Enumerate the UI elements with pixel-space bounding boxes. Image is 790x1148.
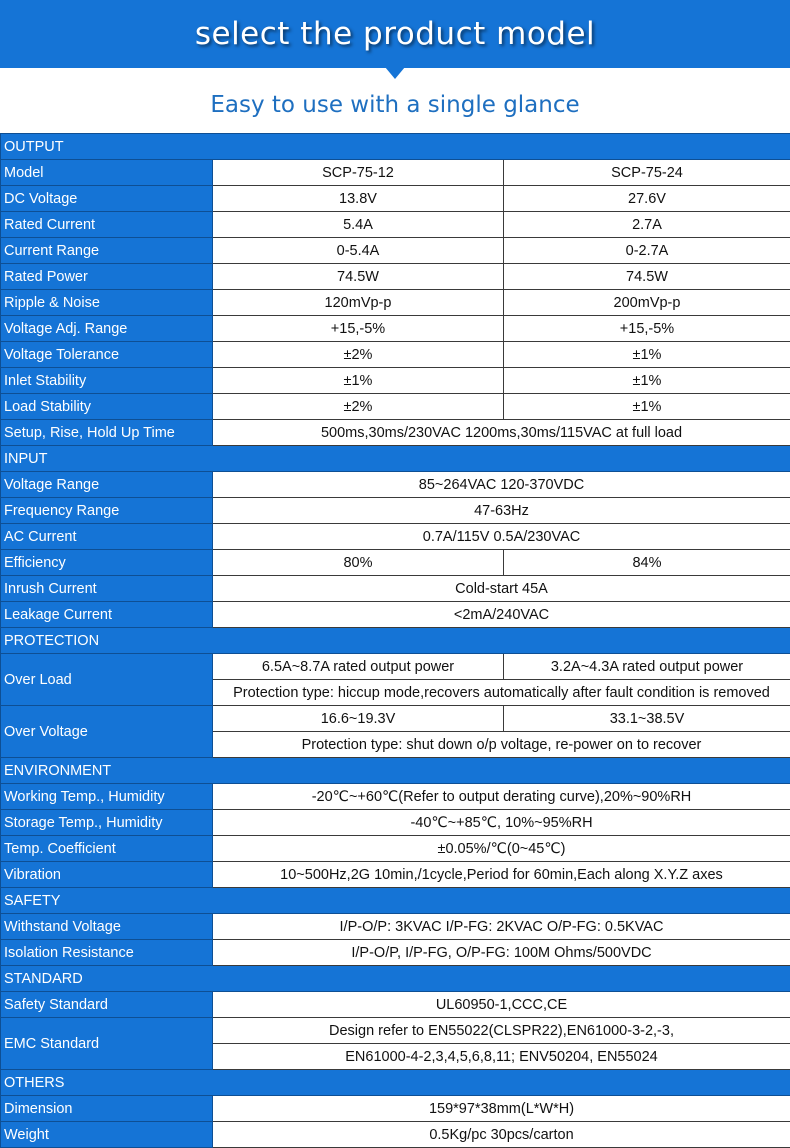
table-row (1, 368, 790, 394)
table-row (1, 238, 790, 264)
cell-value: 10~500Hz,2G 10min,/1cycle,Period for 60min,Each along X.Y.Z axes (213, 862, 790, 888)
cell-value: 5.4A (213, 212, 504, 238)
row-label: Inrush Current (1, 576, 213, 602)
banner-pointer (385, 67, 405, 79)
row-label: Over Voltage (1, 706, 213, 758)
cell-value: ±2% (213, 394, 504, 420)
section-title: STANDARD (1, 966, 790, 992)
cell-value: 2.7A (504, 212, 790, 238)
cell-value: ±0.05%/℃(0~45℃) (213, 836, 790, 862)
table-row (1, 1018, 790, 1044)
table-row (1, 784, 790, 810)
row-label: EMC Standard (1, 1018, 213, 1070)
cell-value: +15,-5% (213, 316, 504, 342)
table-row (1, 290, 790, 316)
cell-value: <2mA/240VAC (213, 602, 790, 628)
cell-value: -20℃~+60℃(Refer to output derating curve),20%~90%RH (213, 784, 790, 810)
cell-value: SCP-75-24 (504, 160, 790, 186)
cell-value: Protection type: hiccup mode,recovers automatically after fault condition is removed (213, 680, 790, 706)
cell-value: ±1% (504, 368, 790, 394)
cell-value: 33.1~38.5V (504, 706, 790, 732)
row-label: Efficiency (1, 550, 213, 576)
row-label: Dimension (1, 1096, 213, 1122)
section-title: INPUT (1, 446, 790, 472)
row-label: Ripple & Noise (1, 290, 213, 316)
cell-value: Protection type: shut down o/p voltage, re-power on to recover (213, 732, 790, 758)
row-label: Setup, Rise, Hold Up Time (1, 420, 213, 446)
cell-value: 74.5W (504, 264, 790, 290)
row-label: Weight (1, 1122, 213, 1148)
cell-value: 13.8V (213, 186, 504, 212)
cell-value: 0.7A/115V 0.5A/230VAC (213, 524, 790, 550)
cell-value: 0-5.4A (213, 238, 504, 264)
table-row (1, 420, 790, 446)
cell-value: 200mVp-p (504, 290, 790, 316)
cell-value: 0.5Kg/pc 30pcs/carton (213, 1122, 790, 1148)
cell-value: Design refer to EN55022(CLSPR22),EN61000-3-2,-3, (213, 1018, 790, 1044)
table-row (1, 524, 790, 550)
row-label: Voltage Tolerance (1, 342, 213, 368)
section-standard (1, 966, 790, 992)
table-row (1, 992, 790, 1018)
cell-value: 120mVp-p (213, 290, 504, 316)
section-title: OTHERS (1, 1070, 790, 1096)
row-label: Inlet Stability (1, 368, 213, 394)
cell-value: 85~264VAC 120-370VDC (213, 472, 790, 498)
header-banner (0, 0, 790, 68)
table-row (1, 706, 790, 732)
page-title: select the product model (194, 16, 596, 52)
cell-value: 500ms,30ms/230VAC 1200ms,30ms/115VAC at full load (213, 420, 790, 446)
table-row (1, 342, 790, 368)
cell-value: 6.5A~8.7A rated output power (213, 654, 504, 680)
cell-value: ±1% (504, 394, 790, 420)
row-label: Vibration (1, 862, 213, 888)
table-row (1, 316, 790, 342)
section-title: ENVIRONMENT (1, 758, 790, 784)
table-row (1, 862, 790, 888)
row-label: Isolation Resistance (1, 940, 213, 966)
row-label: Rated Power (1, 264, 213, 290)
row-label: Rated Current (1, 212, 213, 238)
cell-value: I/P-O/P, I/P-FG, O/P-FG: 100M Ohms/500VDC (213, 940, 790, 966)
table-row (1, 576, 790, 602)
row-label: Temp. Coefficient (1, 836, 213, 862)
section-others (1, 1070, 790, 1096)
section-title: SAFETY (1, 888, 790, 914)
cell-value: UL60950-1,CCC,CE (213, 992, 790, 1018)
cell-value: EN61000-4-2,3,4,5,6,8,11; ENV50204, EN55024 (213, 1044, 790, 1070)
cell-value: Cold-start 45A (213, 576, 790, 602)
cell-value: 80% (213, 550, 504, 576)
section-environment (1, 758, 790, 784)
cell-value: ±2% (213, 342, 504, 368)
cell-value: ±1% (213, 368, 504, 394)
cell-value: I/P-O/P: 3KVAC I/P-FG: 2KVAC O/P-FG: 0.5KVAC (213, 914, 790, 940)
table-row (1, 472, 790, 498)
cell-value: +15,-5% (504, 316, 790, 342)
table-row (1, 212, 790, 238)
row-label: Over Load (1, 654, 213, 706)
cell-value: -40℃~+85℃, 10%~95%RH (213, 810, 790, 836)
cell-value: SCP-75-12 (213, 160, 504, 186)
table-row (1, 940, 790, 966)
table-row (1, 394, 790, 420)
section-input (1, 446, 790, 472)
row-label: Storage Temp., Humidity (1, 810, 213, 836)
section-title: PROTECTION (1, 628, 790, 654)
table-row (1, 264, 790, 290)
row-label: Withstand Voltage (1, 914, 213, 940)
cell-value: 74.5W (213, 264, 504, 290)
table-row (1, 550, 790, 576)
spec-table (0, 133, 790, 1148)
section-safety (1, 888, 790, 914)
cell-value: 159*97*38mm(L*W*H) (213, 1096, 790, 1122)
row-label: DC Voltage (1, 186, 213, 212)
table-row (1, 654, 790, 680)
table-row (1, 1096, 790, 1122)
table-row (1, 836, 790, 862)
cell-value: 84% (504, 550, 790, 576)
row-label: AC Current (1, 524, 213, 550)
cell-value: 47-63Hz (213, 498, 790, 524)
row-label: Load Stability (1, 394, 213, 420)
cell-value: 16.6~19.3V (213, 706, 504, 732)
table-row (1, 160, 790, 186)
table-row (1, 810, 790, 836)
row-label: Current Range (1, 238, 213, 264)
row-label: Safety Standard (1, 992, 213, 1018)
cell-value: 3.2A~4.3A rated output power (504, 654, 790, 680)
row-label: Frequency Range (1, 498, 213, 524)
row-label: Leakage Current (1, 602, 213, 628)
row-label: Voltage Range (1, 472, 213, 498)
row-label: Model (1, 160, 213, 186)
page-subtitle: Easy to use with a single glance (210, 92, 580, 118)
cell-value: ±1% (504, 342, 790, 368)
row-label: Voltage Adj. Range (1, 316, 213, 342)
table-row (1, 914, 790, 940)
cell-value: 27.6V (504, 186, 790, 212)
table-row (1, 498, 790, 524)
row-label: Working Temp., Humidity (1, 784, 213, 810)
section-output (1, 134, 790, 160)
section-protection (1, 628, 790, 654)
section-title: OUTPUT (1, 134, 790, 160)
table-row (1, 186, 790, 212)
cell-value: 0-2.7A (504, 238, 790, 264)
table-row (1, 1122, 790, 1148)
table-row (1, 602, 790, 628)
